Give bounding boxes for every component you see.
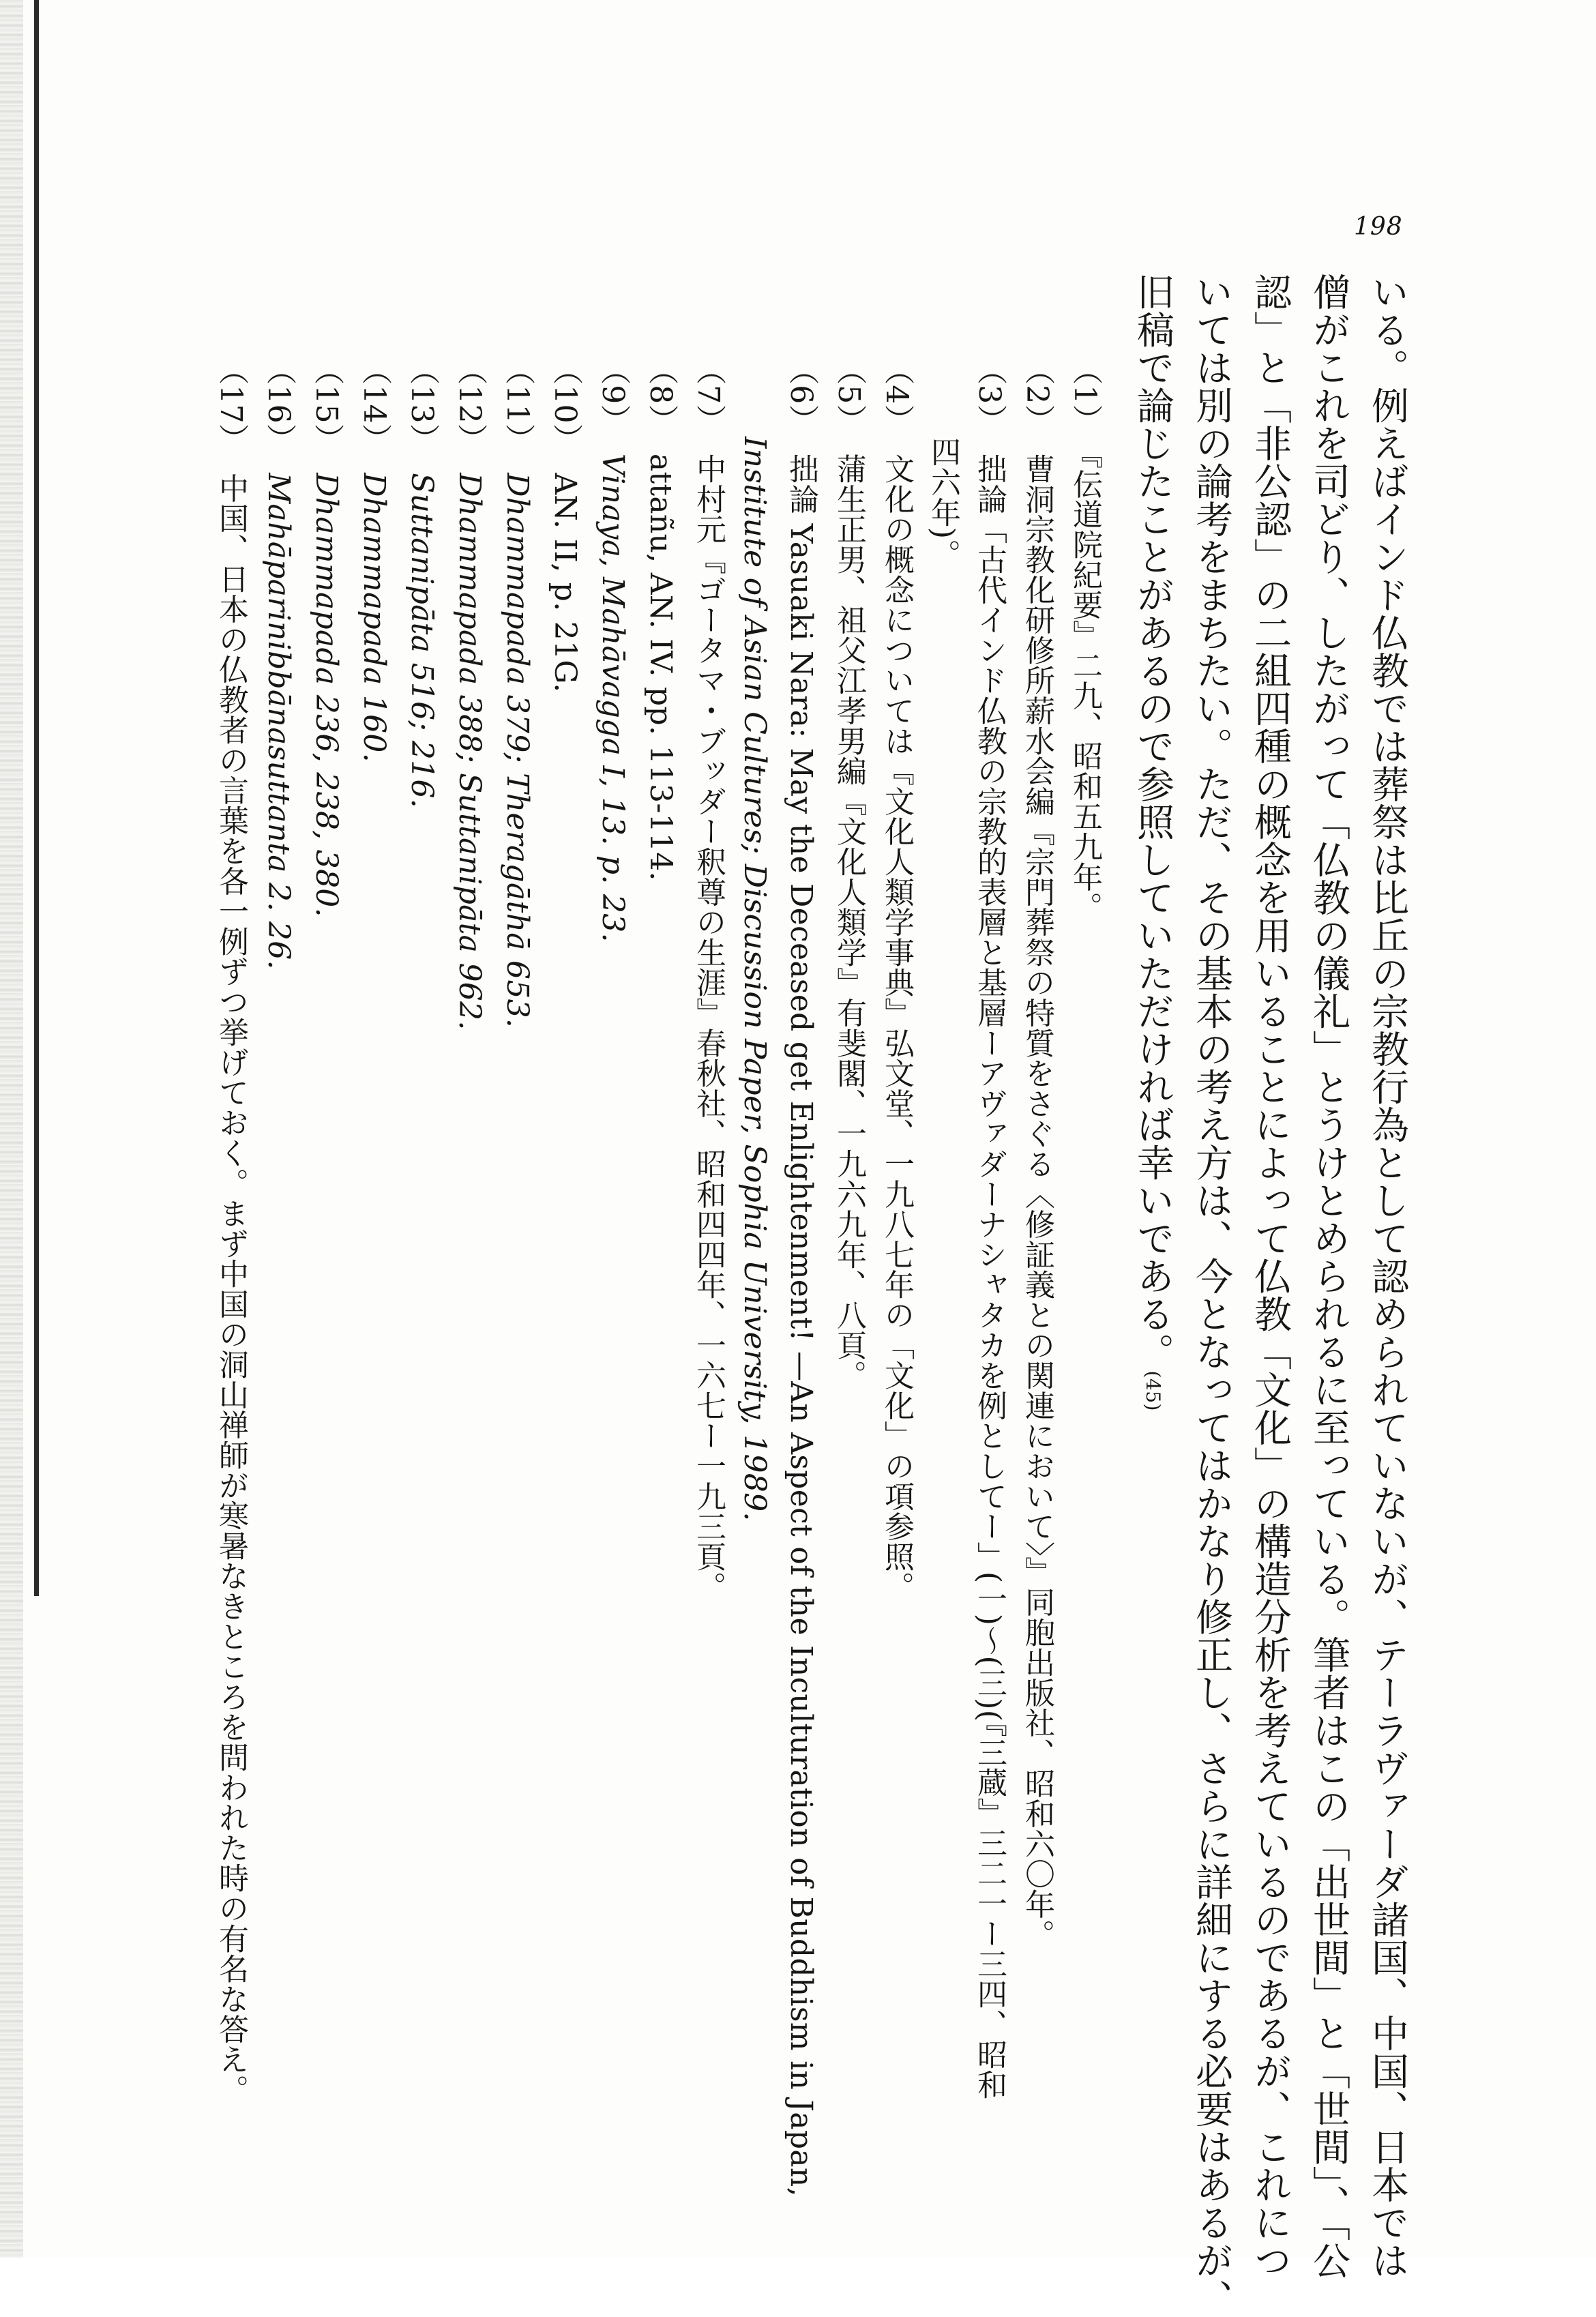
footnote-ref-45: (45) (1142, 1370, 1164, 1411)
note-number: （2） (1020, 355, 1054, 434)
note-text: Dhammapada 236, 238, 380. (309, 473, 344, 917)
note-number: （13） (404, 355, 439, 454)
note-16 (261, 355, 296, 970)
note-3 (972, 355, 1007, 2100)
note-number: （6） (784, 355, 818, 434)
note-text: 中国、日本の仏教者の言葉を各一例ずつ挙げておく。まず中国の洞山禅師が寒暑なきところを問われた時の有名な答え。 (213, 473, 248, 2105)
note-3-continued (928, 437, 958, 570)
note-number: （4） (879, 355, 914, 434)
note-number: （10） (548, 355, 582, 454)
body-line-3: 認」と「非公認」の二組四種の概念を用いることによって仏教「文化」の構造分析を考えているのであるが、これにつ (1248, 273, 1292, 2279)
note-8 (643, 355, 678, 881)
note-5 (831, 355, 866, 1391)
note-6 (786, 355, 816, 2197)
note-number: （5） (831, 355, 866, 434)
note-text: 曹洞宗教化研修所薪水会編『宗門葬祭の特質をさぐる〈修証義との関連において〉』同胞出版社、昭和六〇年。 (1020, 453, 1054, 1949)
note-text: Dhammapada 379; Theragāthā 653. (500, 473, 535, 1029)
note-number: （9） (595, 355, 630, 434)
body-line-1: いる。例えばインド仏教では葬祭は比丘の宗教行為として認められていないが、テーラヴァーダ諸国、中国、日本では (1365, 273, 1409, 2279)
note-text: 『伝道院紀要』二九、昭和五九年。 (1067, 453, 1102, 922)
note-text: Dhammapada 160. (357, 473, 391, 763)
note-13 (404, 355, 439, 809)
note-number: （8） (643, 355, 678, 434)
note-text: 文化の概念については『文化人類学事典』弘文堂、一九八七年の「文化」の項参照。 (879, 453, 914, 1602)
body-line-4: いては別の論考をまちたい。ただ、その基本の考え方は、今となってはかなり修正し、さらに詳細にする必要はあるが、 (1189, 273, 1233, 2317)
scan-binding-edge (0, 0, 23, 2258)
note-number: （3） (972, 355, 1007, 434)
note-number: （11） (500, 355, 535, 454)
note-number: （16） (261, 355, 296, 454)
note-17 (213, 355, 248, 2105)
note-text: 四六年)。 (926, 437, 960, 570)
note-text: Institute of Asian Cultures; Discussion Paper, Sophia University, 1989. (737, 437, 772, 1522)
note-11 (500, 355, 535, 1029)
note-15 (309, 355, 344, 917)
note-9 (595, 355, 630, 943)
note-1 (1067, 355, 1102, 922)
note-number: （7） (691, 355, 726, 434)
note-7 (691, 355, 726, 1602)
note-text: 中村元『ゴータマ・ブッダー釈尊の生涯』春秋社、昭和四四年、一六七ー一九三頁。 (691, 453, 726, 1602)
body-line-5-text: 旧稿で論じたことがあるので参照していただければ幸いである。 (1131, 273, 1174, 1371)
note-12 (452, 355, 487, 1031)
body-line-2: 僧がこれを司どり、したがって「仏教の儀礼」とうけとめられるに至っている。筆者はこの「出世間」と「世間」、「公 (1307, 273, 1350, 2279)
page-number: 198 (1354, 213, 1403, 241)
note-2 (1022, 355, 1052, 1949)
note-10 (550, 355, 580, 693)
note-number: （12） (452, 355, 487, 454)
note-text: Suttanipāta 516; 216. (404, 473, 439, 809)
note-text: attañu, AN. IV. pp. 113-114. (643, 453, 678, 881)
note-6-continued (737, 437, 772, 1522)
note-4 (879, 355, 914, 1602)
note-number: （17） (213, 355, 248, 454)
note-number: （15） (309, 355, 344, 454)
note-text: Mahāparinibbānasuttanta 2. 26. (261, 473, 296, 970)
note-14 (359, 355, 389, 763)
note-number: （14） (357, 355, 391, 454)
note-text: 蒲生正男、祖父江孝男編『文化人類学』有斐閣、一九六九年、八頁。 (831, 453, 866, 1391)
body-line-5 (1131, 273, 1174, 1411)
binding-rule-line (34, 0, 39, 1596)
note-text: 拙論 Yasuaki Nara: May the Deceased get Enlightenment! —An Aspect of the Inculturation of Buddhism in Japan, (784, 453, 818, 2197)
note-text: 拙論「古代インド仏教の宗教的表層と基層ーアヴァダーナシャタカを例としてー」(一)〜(三)(『三蔵』三二一ー三四、昭和 (972, 453, 1007, 2100)
note-text: Dhammapada 388; Suttanipāta 962. (452, 473, 487, 1031)
note-text: Vinaya, Mahāvagga I, 13. p. 23. (595, 453, 630, 943)
note-number: （1） (1067, 355, 1102, 434)
note-text: AN. II, p. 21G. (548, 473, 582, 693)
